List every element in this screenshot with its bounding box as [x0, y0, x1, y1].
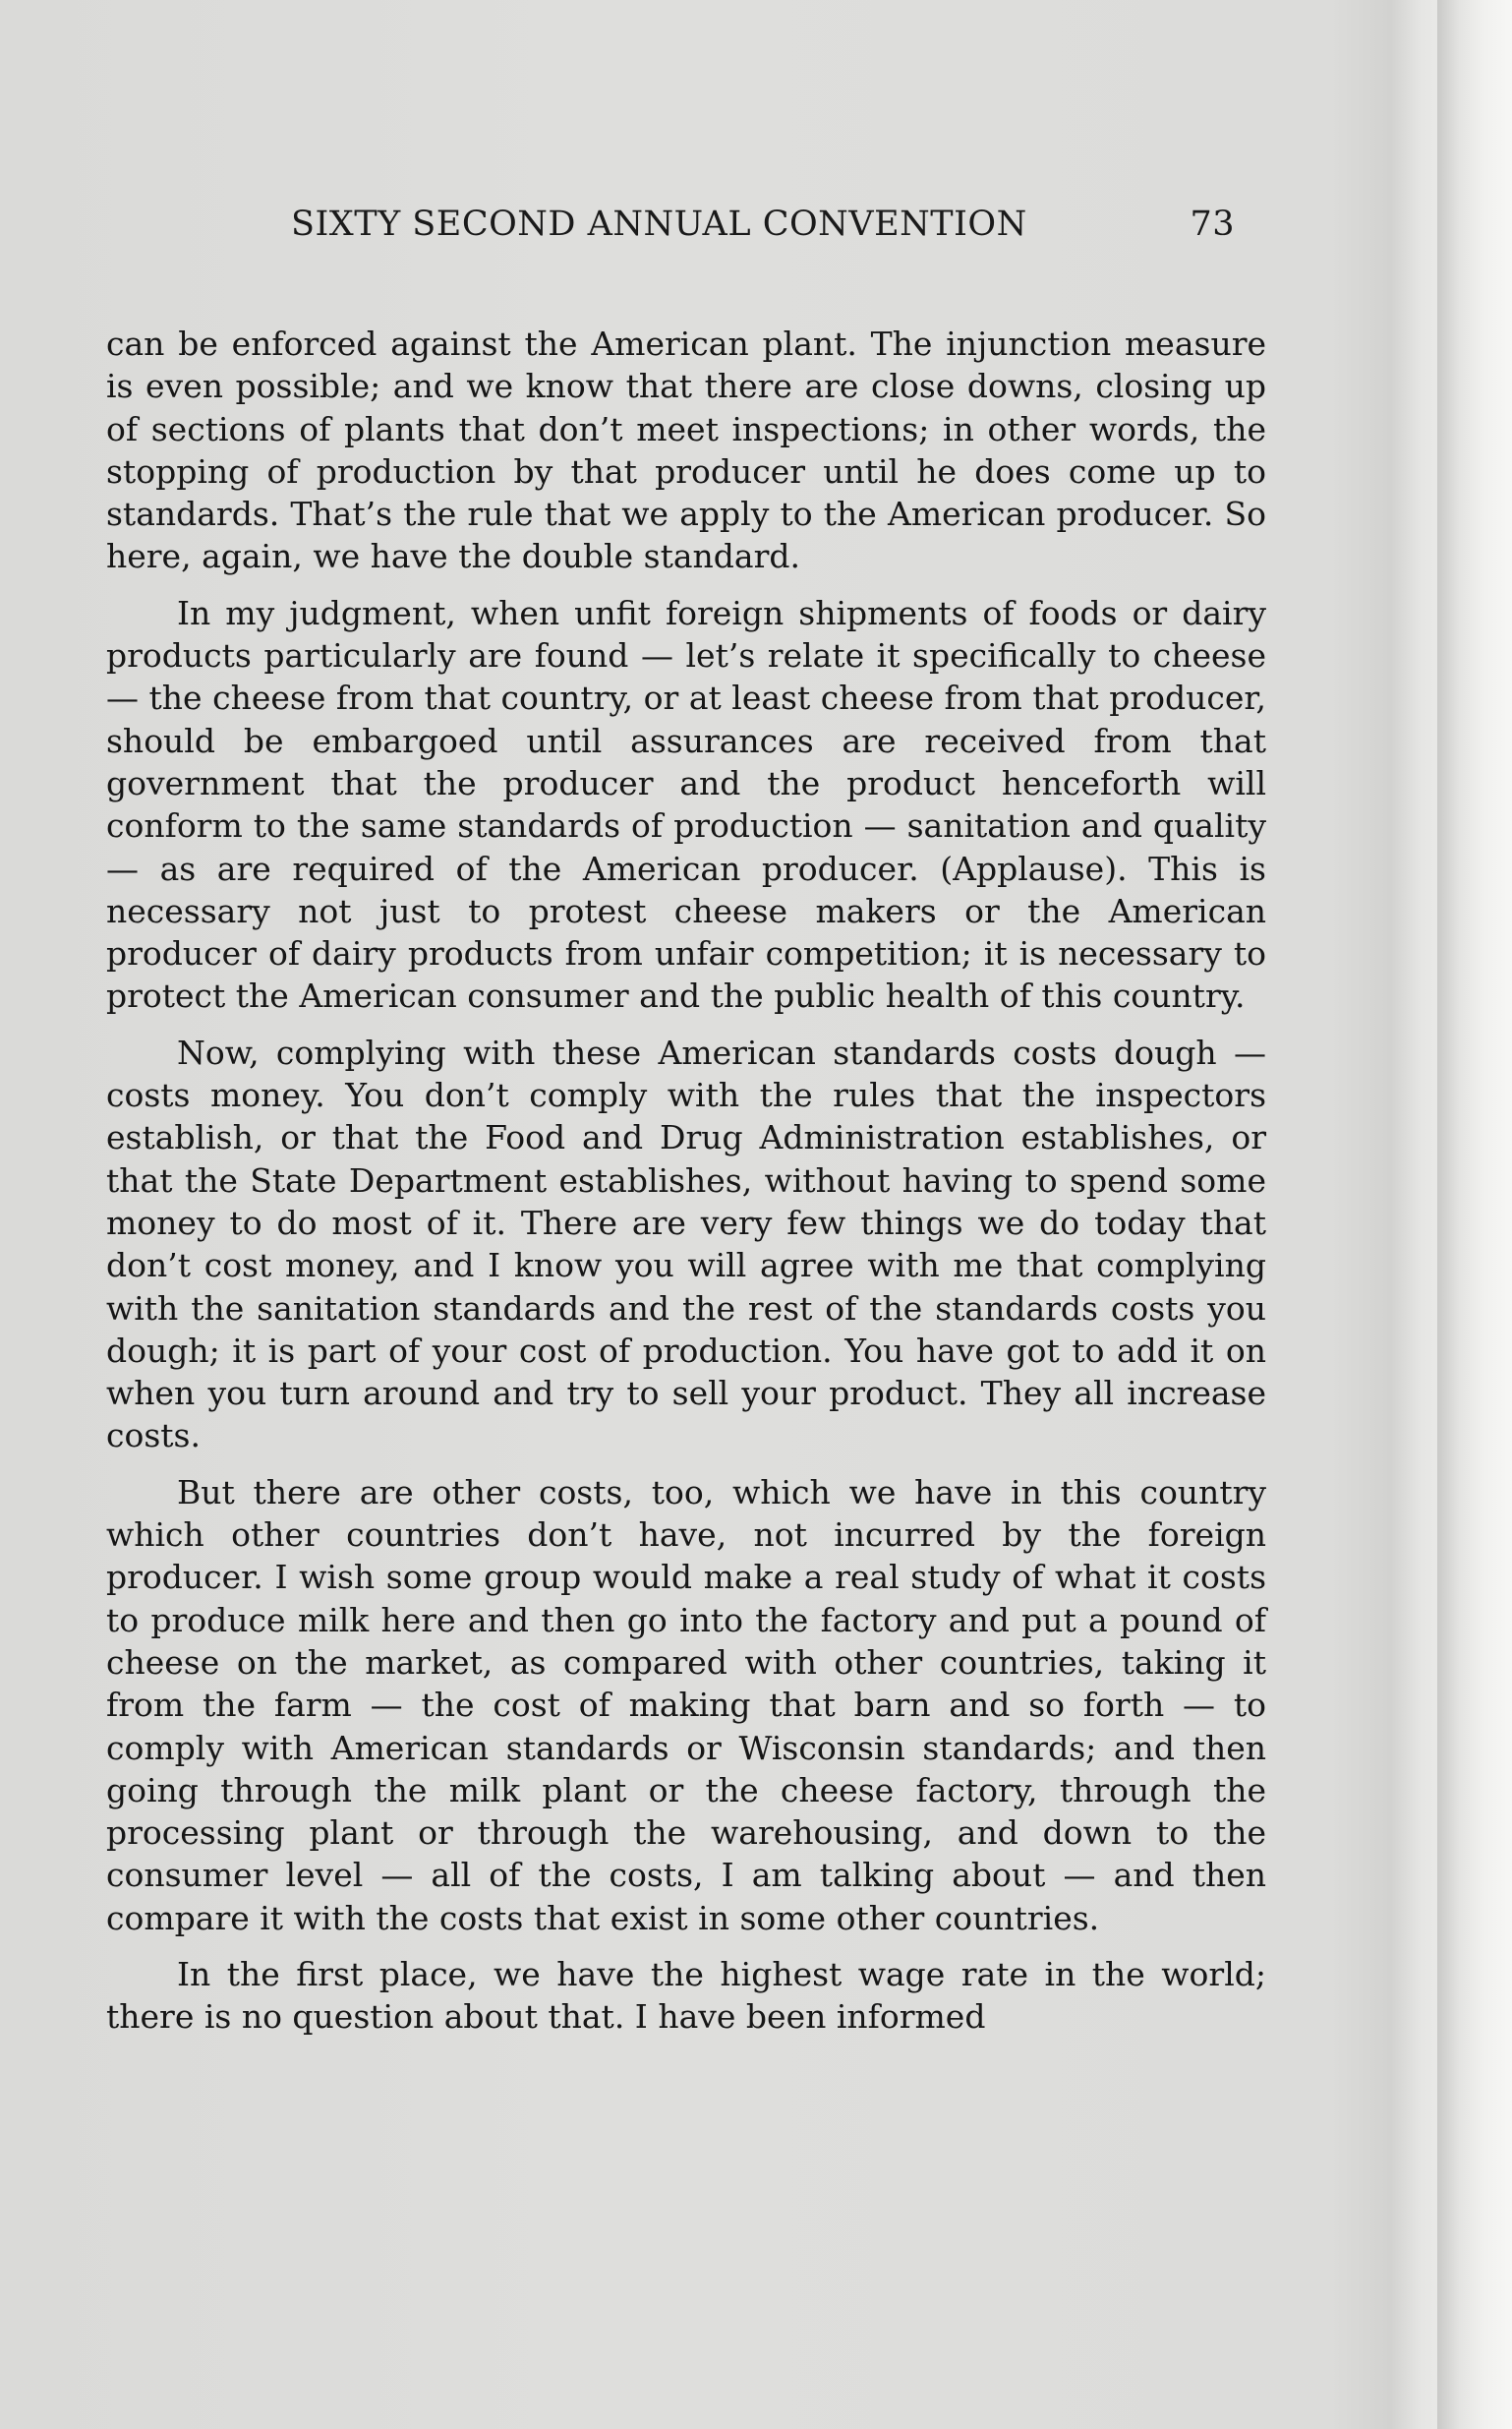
- body-text: [106, 323, 1266, 2052]
- page-edge-shadow: [1437, 0, 1512, 2429]
- paragraph-embargo: In my judgment, when unfit foreign shipments of foods or dairy products particularly are found — let’s relate it specifically to cheese — the cheese from that country, or at least cheese from that producer, should be embargoed until assurances are received from that government that the producer and the product henceforth will conform to the same standards of production — sanitation and quality — as are required of the American producer. (Applause). This is necessary not just to protest cheese makers or the American producer of dairy products from unfair competition; it is necessary to protect the American consumer and the public health of this country.: [106, 593, 1266, 1016]
- paragraph-compliance-costs: Now, complying with these American standards costs dough — costs money. You don’t comply with the rules that the inspectors establish, or that the Food and Drug Administration establishes, or that the State Department establishes, without having to spend some money to do most of it. There are very few things we do today that don’t cost money, and I know you will agree with me that complying with the sanitation standards and the rest of the standards costs you dough; it is part of your cost of production. You have got to add it on when you turn around and try to sell your product. They all increase costs.: [106, 1033, 1266, 1455]
- paragraph-continued: can be enforced against the American plant. The injunction measure is even possible; and we know that there are close downs, closing up of sections of plants that don’t meet inspections; in other words, the stopping of production by that producer until he does come up to standards. That’s the rule that we apply to the American producer. So here, again, we have the double standard.: [106, 325, 1266, 576]
- page-number: 73: [1190, 205, 1235, 244]
- running-head: SIXTY SECOND ANNUAL CONVENTION: [291, 205, 1027, 244]
- paragraph-wage-rate: In the first place, we have the highest wage rate in the world; there is no question about that. I have been informed: [106, 1954, 1266, 2037]
- paragraph-other-costs: But there are other costs, too, which we have in this country which other countries don’t have, not incurred by the foreign producer. I wish some group would make a real study of what it costs to produce milk here and then go into the factory and put a pound of cheese on the market, as compared with other countries, taking it from the farm — the cost of making that barn and so forth — to comply with American standards or Wisconsin standards; and then going through the milk plant or the cheese factory, through the processing plant or through the warehousing, and down to the consumer level — all of the costs, I am talking about — and then compare it with the costs that exist in some other countries.: [106, 1472, 1266, 1937]
- page-header: [291, 205, 1235, 264]
